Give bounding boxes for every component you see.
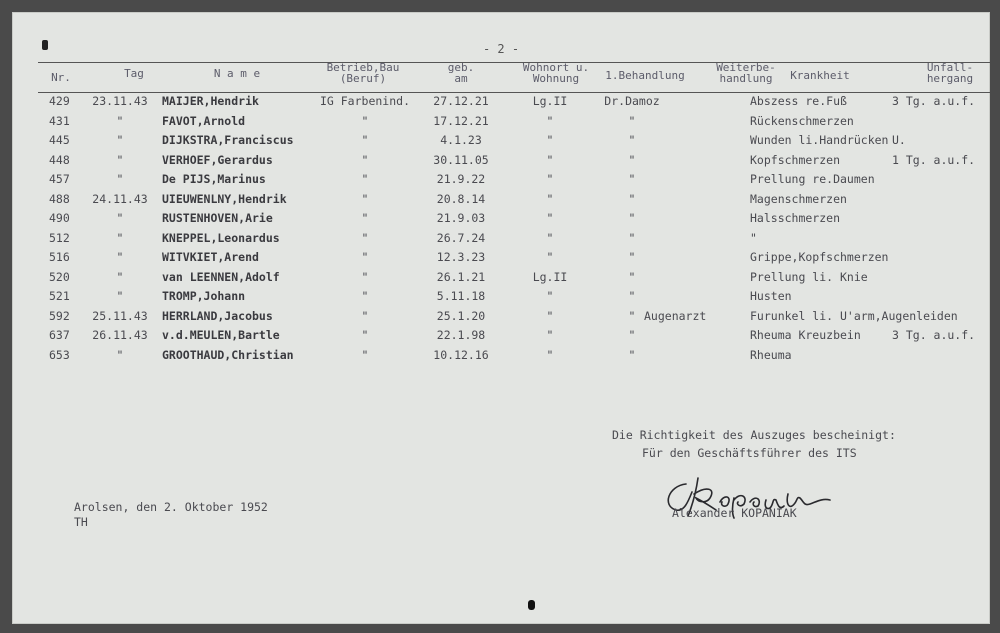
cell-betrieb: IG Farbenind. [319,94,410,108]
punch-hole [528,600,535,610]
cell-name: MAIJER,Hendrik [162,94,259,108]
cell-betrieb: " [361,269,369,284]
cell-behandlung: " [628,133,636,147]
cell-betrieb: " [361,133,369,147]
header-betrieb: Betrieb,Bau (Beruf) [326,61,400,85]
cell-geb: 22.1.98 [436,328,486,342]
cell-tag: " [116,211,124,225]
cell-nr: 431 [49,113,70,128]
cell-behandlung: Dr.Damoz [604,94,660,108]
cell-behandlung: " [628,211,636,225]
cell-unfallhergang: 1 Tg. a.u.f. [892,152,976,167]
cell-betrieb: " [361,230,369,245]
cell-wohnort: " [546,133,554,147]
place-date: Arolsen, den 2. Oktober 1952 [74,500,268,514]
cell-nr: 429 [49,94,70,108]
table-row [12,250,990,268]
cell-nr: 448 [49,152,70,167]
header-wohnort: Wohnort u. Wohnung [522,61,590,85]
cell-betrieb: " [361,289,369,303]
cell-krankheit: Rückenschmerzen [750,113,854,128]
header-tag: Tag [124,67,144,80]
header-geb: geb. am [447,61,475,85]
cell-nr: 445 [49,133,70,147]
certification-line-1: Die Richtigkeit des Auszuges bescheinigt: [612,428,896,442]
cell-wohnort: " [546,152,554,167]
cell-tag: " [116,269,124,284]
cell-betrieb: " [361,347,369,362]
cell-behandlung: " [628,347,636,362]
table-row [12,153,990,171]
cell-geb: 10.12.16 [433,347,489,362]
table-row [12,94,990,112]
cell-tag: " [116,133,124,147]
header-name: N a m e [213,67,261,80]
table-row [12,270,990,288]
table-row [12,114,990,132]
cell-behandlung: " [628,328,636,342]
cell-krankheit: " [750,230,757,245]
cell-nr: 516 [49,250,70,264]
cell-tag: 23.11.43 [92,94,148,108]
initials: TH [74,515,88,529]
cell-tag: " [116,113,124,128]
cell-betrieb: " [361,152,369,167]
cell-wohnort: " [546,347,554,362]
cell-name: UIEUWENLNY,Hendrik [162,191,287,206]
cell-krankheit: Rheuma Kreuzbein [750,328,861,342]
cell-wohnort: " [546,289,554,303]
cell-betrieb: " [361,172,369,186]
cell-krankheit: Halsschmerzen [750,211,841,225]
cell-name: DIJKSTRA,Franciscus [162,133,294,147]
cell-wohnort: " [546,250,554,264]
cell-unfallhergang: U. [892,133,906,147]
cell-betrieb: " [361,308,369,323]
cell-wohnort: " [546,113,554,128]
cell-tag: 25.11.43 [92,308,148,323]
cell-geb: 26.7.24 [436,230,486,245]
table-row [12,348,990,366]
header-unfall: Unfall- hergang [926,61,974,85]
cell-nr: 637 [49,328,70,342]
cell-krankheit: Husten [750,289,792,303]
cell-nr: 512 [49,230,70,245]
cell-name: HERRLAND,Jacobus [162,308,273,323]
cell-nr: 653 [49,347,70,362]
cell-tag: " [116,347,124,362]
cell-geb: 20.8.14 [436,191,486,206]
header-rule-bottom [38,92,990,93]
header-behandlung: 1.Behandlung [605,69,685,82]
cell-nr: 521 [49,289,70,303]
table-row [12,328,990,346]
certification-line-2: Für den Geschäftsführer des ITS [642,446,857,460]
signatory-name: Alexander KOPANIAK [672,506,797,520]
cell-tag: 26.11.43 [92,328,148,342]
cell-name: van LEENNEN,Adolf [162,269,280,284]
cell-geb: 27.12.21 [433,94,489,108]
cell-name: FAVOT,Arnold [162,113,246,128]
table-row [12,133,990,151]
header-krankheit: Krankheit [790,69,850,82]
cell-wohnort: " [546,191,554,206]
cell-weiterbehandlung: Augenarzt [644,308,707,323]
cell-tag: " [116,289,124,303]
cell-unfallhergang: 3 Tg. a.u.f. [892,94,976,108]
cell-betrieb: " [361,211,369,225]
table-row [12,211,990,229]
cell-unfallhergang: 3 Tg. a.u.f. [892,328,976,342]
header-nr: Nr. [51,71,71,84]
document-page [12,12,990,624]
cell-krankheit: Prellung li. Knie [750,269,868,284]
cell-tag: " [116,152,124,167]
cell-krankheit: Wunden li.Handrücken [750,133,889,147]
cell-nr: 520 [49,269,70,284]
cell-tag: " [116,230,124,245]
cell-name: TROMP,Johann [162,289,246,303]
table-row [12,172,990,190]
cell-nr: 488 [49,191,70,206]
table-row [12,309,990,327]
cell-name: RUSTENHOVEN,Arie [162,211,273,225]
cell-krankheit: Magenschmerzen [750,191,847,206]
cell-behandlung: " [628,250,636,264]
table-row [12,289,990,307]
cell-geb: 5.11.18 [436,289,486,303]
cell-krankheit: Abszess re.Fuß [750,94,847,108]
cell-geb: 25.1.20 [436,308,486,323]
cell-behandlung: " [628,230,636,245]
cell-name: GROOTHAUD,Christian [162,347,294,362]
cell-wohnort: Lg.II [532,269,568,284]
table-row [12,231,990,249]
cell-behandlung: " [628,269,636,284]
cell-geb: 21.9.03 [436,211,486,225]
cell-krankheit: Furunkel li. U'arm,Augenleiden [750,308,958,323]
cell-behandlung: " [628,172,636,186]
cell-geb: 21.9.22 [436,172,486,186]
cell-krankheit: Grippe,Kopfschmerzen [750,250,889,264]
cell-behandlung: " [628,289,636,303]
cell-nr: 592 [49,308,70,323]
cell-wohnort: " [546,211,554,225]
cell-nr: 490 [49,211,70,225]
header-weiter: Weiterbe- handlung [716,61,776,85]
cell-geb: 30.11.05 [433,152,489,167]
cell-geb: 12.3.23 [436,250,486,264]
cell-betrieb: " [361,328,369,342]
cell-behandlung: " [628,152,636,167]
table-row [12,192,990,210]
cell-wohnort: " [546,230,554,245]
cell-behandlung: " [628,113,636,128]
cell-betrieb: " [361,191,369,206]
cell-geb: 17.12.21 [433,113,489,128]
cell-betrieb: " [361,113,369,128]
cell-name: WITVKIET,Arend [162,250,259,264]
cell-nr: 457 [49,172,70,186]
cell-krankheit: Prellung re.Daumen [750,172,875,186]
cell-name: VERHOEF,Gerardus [162,152,273,167]
cell-tag: " [116,250,124,264]
cell-name: v.d.MEULEN,Bartle [162,328,280,342]
cell-wohnort: " [546,308,554,323]
cell-tag: 24.11.43 [92,191,148,206]
cell-wohnort: " [546,328,554,342]
cell-wohnort: " [546,172,554,186]
cell-krankheit: Kopfschmerzen [750,152,841,167]
cell-geb: 26.1.21 [436,269,486,284]
cell-betrieb: " [361,250,369,264]
cell-wohnort: Lg.II [532,94,568,108]
cell-krankheit: Rheuma [750,347,792,362]
cell-geb: 4.1.23 [440,133,482,147]
cell-name: KNEPPEL,Leonardus [162,230,280,245]
cell-tag: " [116,172,124,186]
cell-behandlung: " [628,308,636,323]
cell-behandlung: " [628,191,636,206]
cell-name: De PIJS,Marinus [162,172,266,186]
page-number: - 2 - [482,42,520,56]
